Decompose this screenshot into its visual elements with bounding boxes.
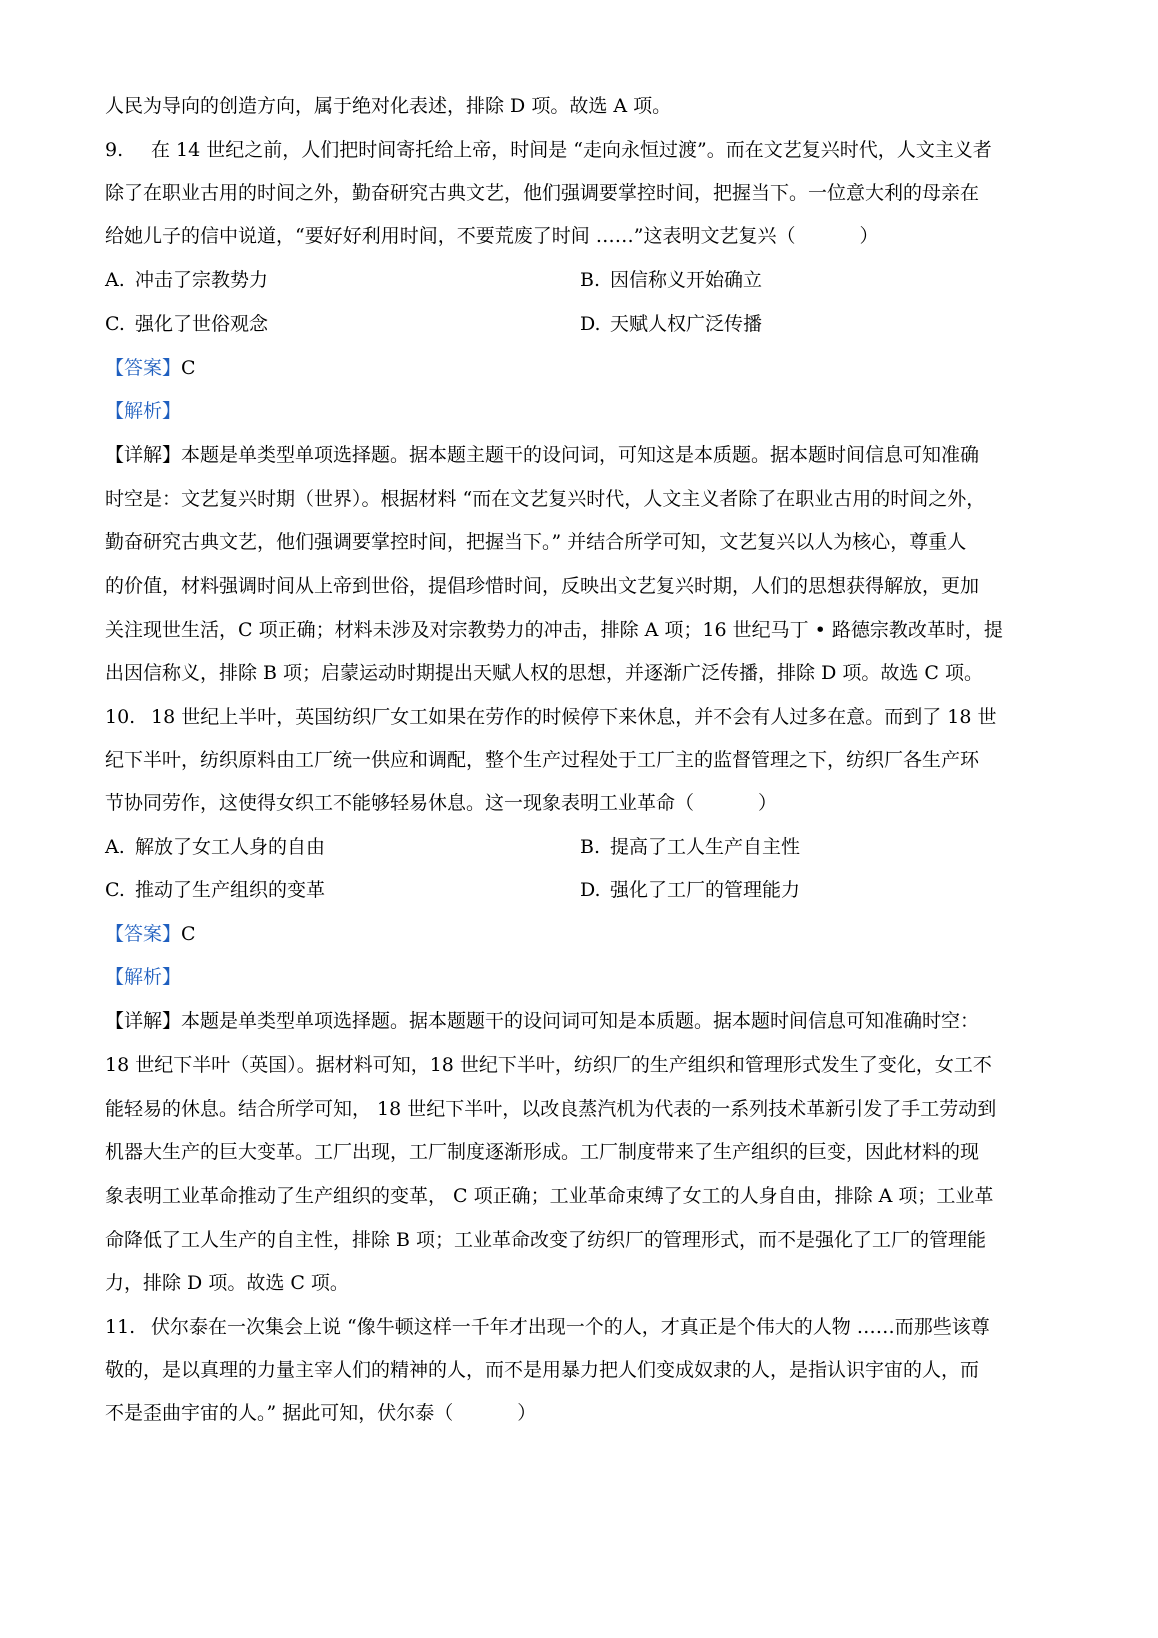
q10-detail-line-7: 力，排除 D 项。故选 C 项。 xyxy=(105,1272,349,1294)
q9-detail-line-2: 时空是：文艺复兴时期（世界）。根据材料 “而在文艺复兴时代，人文主义者除了在职业古用的时间之外， xyxy=(105,488,986,510)
detail-label: 【详解】 xyxy=(105,444,182,466)
q9-stem-line-1: 9. 在 14 世纪之前，人们把时间寄托给上帝，时间是 “走向永恒过渡”。而在文艺复兴时代，人文主义者 xyxy=(105,135,1058,165)
q10-options-row-1 xyxy=(105,832,1058,862)
q10-detail-line-1: 【详解】本题是单类型单项选择题。据本题题干的设问词可知是本质题。据本题时间信息可知准确时空： xyxy=(105,1010,980,1032)
q9-analysis-heading: 【解析】 xyxy=(105,400,182,422)
q10-detail-line-2: 18 世纪下半叶（英国）。据材料可知，18 世纪下半叶，纺织厂的生产组织和管理形式发生了变化，女工不 xyxy=(105,1054,992,1076)
q9-detail-line-3: 勤奋研究古典文艺，他们强调要掌控时间，把握当下。” 并结合所学可知，文艺复兴以人为核心，尊重人 xyxy=(105,531,967,553)
q10-option-b: B. 提高了工人生产自主性 xyxy=(580,836,801,858)
q9-detail-line-1: 【详解】本题是单类型单项选择题。据本题主题干的设问词，可知这是本质题。据本题时间信息可知准确 xyxy=(105,444,980,466)
q10-detail-line-6: 命降低了工人生产的自主性，排除 B 项；工业革命改变了纺织厂的管理形式，而不是强化了工厂的管理能 xyxy=(105,1229,987,1251)
q11-number: 11. xyxy=(105,1316,136,1338)
q9-option-b: B. 因信称义开始确立 xyxy=(580,269,763,291)
q9-answer: 【答案】C xyxy=(105,357,196,379)
q10-stem-line-1: 10. 18 世纪上半叶，英国纺织厂女工如果在劳作的时候停下来休息，并不会有人过多在意。而到了 18 世 xyxy=(105,702,1058,732)
q10-options-row-2 xyxy=(105,875,1058,905)
q9-detail-line-5: 关注现世生活，C 项正确；材料未涉及对宗教势力的冲击，排除 A 项；16 世纪马丁 • 路德宗教改革时，提 xyxy=(105,619,1003,641)
q10-option-c: C. 推动了生产组织的变革 xyxy=(105,879,326,901)
q10-stem-line-3: 节协同劳作，这使得女织工不能够轻易休息。这一现象表明工业革命（ ） xyxy=(105,792,778,814)
q9-detail-line-6: 出因信称义，排除 B 项；启蒙运动时期提出天赋人权的思想，并逐渐广泛传播，排除 D 项。故选 C 项。 xyxy=(105,662,983,684)
q9-stem-line-3: 给她儿子的信中说道，“要好好利用时间，不要荒废了时间 ……”这表明文艺复兴（ ） xyxy=(105,225,879,247)
q9-detail-line-4: 的价值，材料强调时间从上帝到世俗，提倡珍惜时间，反映出文艺复兴时期，人们的思想获得解放，更加 xyxy=(105,575,980,597)
answer-label: 【答案】 xyxy=(105,923,182,945)
q10-analysis-heading: 【解析】 xyxy=(105,966,182,988)
q10-detail-line-5: 象表明工业革命推动了生产组织的变革， C 项正确；工业革命束缚了女工的人身自由，排除 A 项；工业革 xyxy=(105,1185,994,1207)
detail-label: 【详解】 xyxy=(105,1010,182,1032)
q11-stem-line-1: 11. 伏尔泰在一次集会上说 “像牛顿这样一千年才出现一个的人，才真正是个伟大的人物 ……而那些该尊 xyxy=(105,1312,1058,1342)
q10-detail-line-4: 机器大生产的巨大变革。工厂出现，工厂制度逐渐形成。工厂制度带来了生产组织的巨变，因此材料的现 xyxy=(105,1141,980,1163)
q11-stem-line-3: 不是歪曲宇宙的人。” 据此可知，伏尔泰（ ） xyxy=(105,1402,537,1424)
q11-stem-line-2: 敬的，是以真理的力量主宰人们的精神的人，而不是用暴力把人们变成奴隶的人，是指认识宇宙的人，而 xyxy=(105,1359,980,1381)
q9-option-c: C. 强化了世俗观念 xyxy=(105,313,269,335)
q9-number: 9. xyxy=(105,139,124,161)
q10-answer: 【答案】C xyxy=(105,923,196,945)
q9-stem-line-2: 除了在职业古用的时间之外，勤奋研究古典文艺，他们强调要掌控时间，把握当下。一位意大利的母亲在 xyxy=(105,182,980,204)
q10-number: 10. xyxy=(105,706,136,728)
q10-stem-line-2: 纪下半叶，纺织原料由工厂统一供应和调配，整个生产过程处于工厂主的监督管理之下，纺织厂各生产环 xyxy=(105,749,980,771)
answer-label: 【答案】 xyxy=(105,357,182,379)
q9-option-a: A. 冲击了宗教势力 xyxy=(105,269,269,291)
q9-option-d: D. 天赋人权广泛传播 xyxy=(580,313,763,335)
previous-analysis-tail: 人民为导向的创造方向，属于绝对化表述，排除 D 项。故选 A 项。 xyxy=(105,95,672,117)
q9-options-row-2 xyxy=(105,309,1058,339)
q10-option-a: A. 解放了女工人身的自由 xyxy=(105,836,326,858)
q9-options-row-1 xyxy=(105,265,1058,295)
q10-option-d: D. 强化了工厂的管理能力 xyxy=(580,879,801,901)
q10-detail-line-3: 能轻易的休息。结合所学可知， 18 世纪下半叶，以改良蒸汽机为代表的一系列技术革新引发了手工劳动到 xyxy=(105,1098,997,1120)
